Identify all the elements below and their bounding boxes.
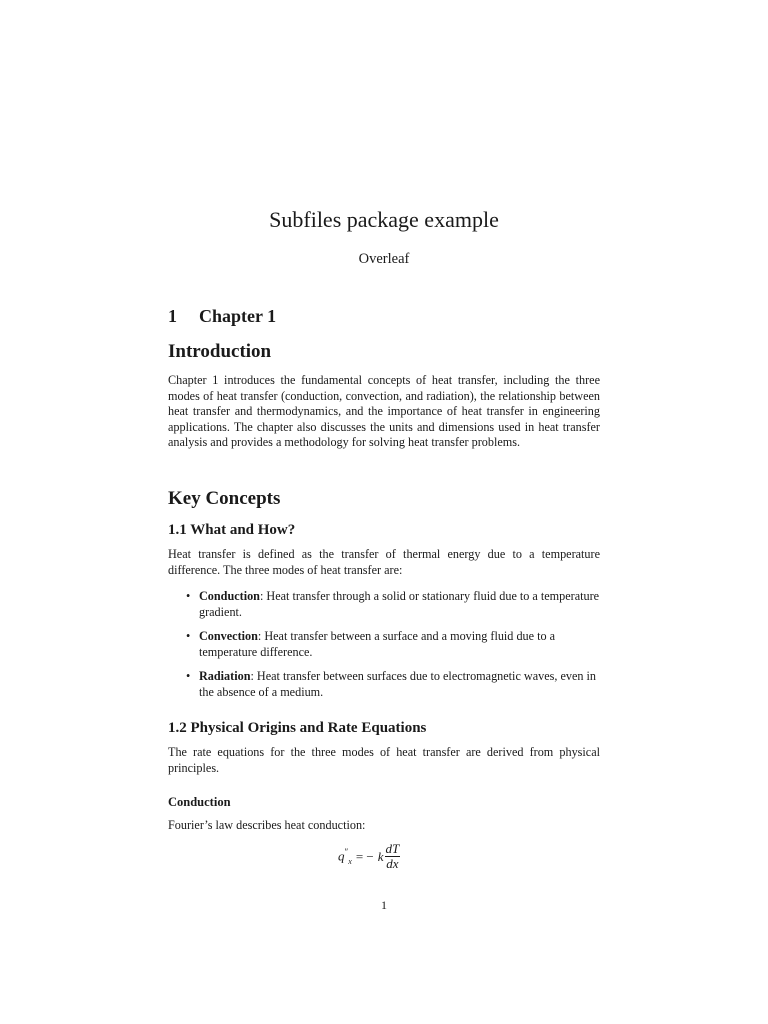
fourier-law-equation: [338, 842, 400, 871]
what-and-how-text: Heat transfer is defined as the transfer of thermal energy due to a temperature difference. The three modes of heat transfer are:: [168, 547, 600, 577]
mode-term: Radiation: [199, 669, 251, 684]
physical-origins-heading: 1.2 Physical Origins and Rate Equations: [168, 720, 427, 736]
equation-fraction: [385, 842, 401, 871]
equation-operator: = −: [355, 848, 374, 864]
mode-term: Conduction: [199, 589, 260, 603]
equation-coefficient: k: [377, 848, 384, 864]
heat-transfer-modes-list: [186, 589, 600, 710]
mode-description: : Heat transfer between surfaces due to electromagnetic waves, even in the absence of a medium.: [199, 669, 596, 699]
document-title: Subfiles package example: [269, 207, 499, 232]
conduction-text: Fourier’s law describes heat conduction:: [168, 818, 366, 832]
introduction-body: [168, 373, 600, 451]
mode-term: Convection: [199, 629, 258, 644]
physical-origins-text: The rate equations for the three modes of heat transfer are derived from physical principles.: [168, 745, 600, 775]
list-item: [186, 589, 600, 620]
bullet-icon: •: [186, 589, 191, 603]
chapter-title: Chapter 1: [199, 306, 277, 326]
what-and-how-body: [168, 547, 600, 578]
document-author: Overleaf: [358, 251, 410, 267]
introduction-heading: Introduction: [168, 341, 272, 362]
what-and-how-heading: 1.1 What and How?: [168, 522, 296, 538]
chapter-number: 1: [168, 306, 177, 326]
equation-lhs: $q''_x$: [338, 847, 352, 866]
key-concepts-heading: Key Concepts: [168, 488, 281, 509]
fraction-denominator: dx: [386, 856, 399, 871]
mode-description: : Heat transfer between a surface and a moving fluid due to a temperature difference.: [199, 629, 556, 659]
page-number: 1: [381, 898, 387, 912]
bullet-icon: •: [186, 669, 191, 684]
physical-origins-body: [168, 745, 600, 776]
introduction-text: Chapter 1 introduces the fundamental concepts of heat transfer, including the three modes of heat transfer (conduction, convection, and radiation), the relationship between heat transfer and thermodynamics, and the importance of heat transfer in engineering applications. The chapter also discusses the units and dimensions used in heat transfer analysis and provides a methodology for solving heat transfer problems.: [168, 373, 600, 450]
mode-description: : Heat transfer through a solid or stationary fluid due to a temperature gradient.: [199, 589, 600, 619]
fraction-numerator: dT: [385, 841, 400, 856]
list-item: [186, 669, 600, 700]
chapter-heading: [168, 305, 276, 327]
list-item: [186, 629, 600, 660]
conduction-body: [168, 818, 600, 834]
bullet-icon: •: [186, 629, 191, 644]
conduction-heading: Conduction: [168, 795, 231, 809]
